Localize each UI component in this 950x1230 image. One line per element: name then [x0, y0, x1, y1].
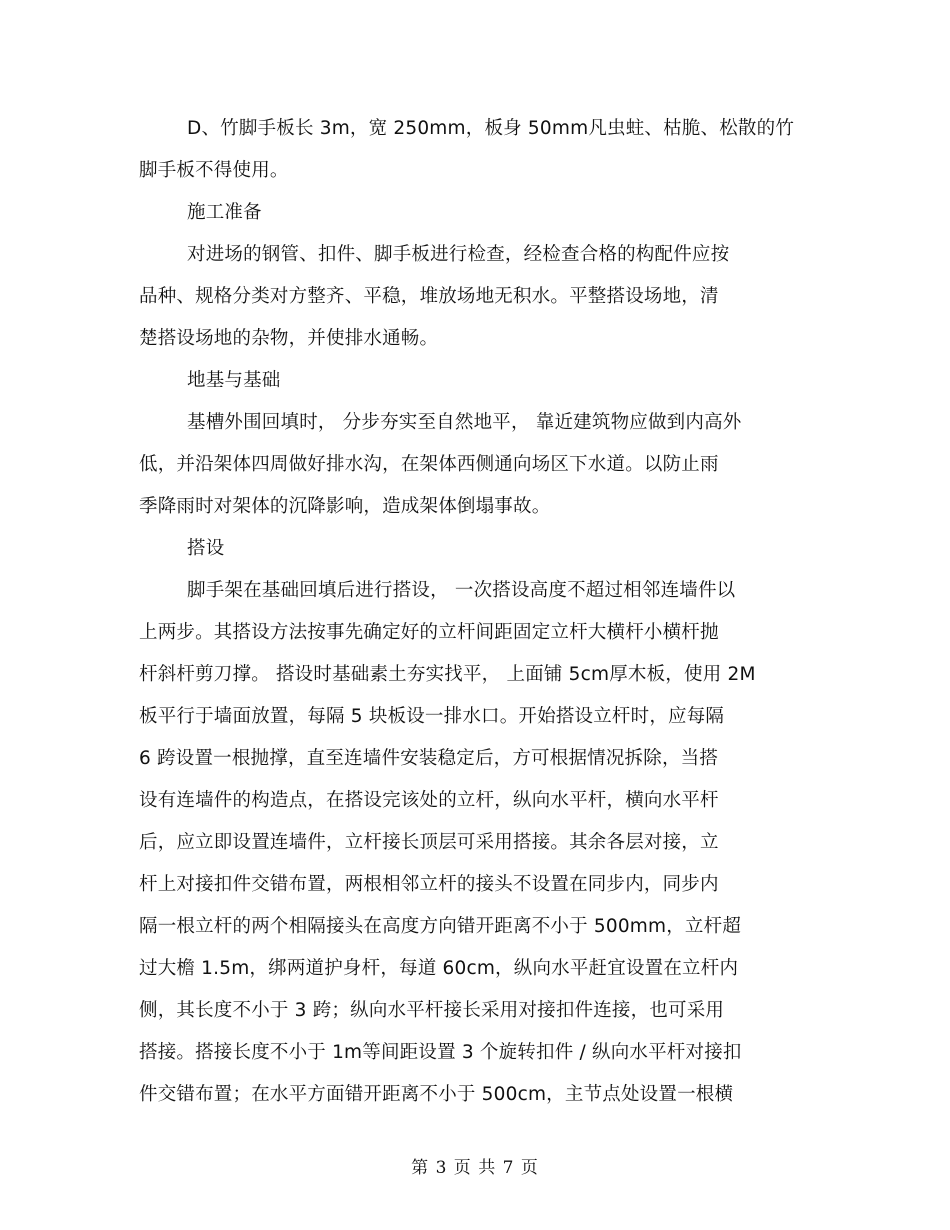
text-line: 过大檐 1.5m，绑两道护身杆，每道 60cm，纵向水平赶宜设置在立杆内 [139, 958, 739, 979]
section-heading: 地基与基础 [187, 370, 281, 391]
text-line: 板平行于墙面放置，每隔 5 块板设一排水口。开始搭设立杆时，应每隔 [139, 706, 725, 727]
text-line: 6 跨设置一根抛撑，直至连墙件安装稳定后，方可根据情况拆除，当搭 [139, 748, 719, 769]
text-line: 杆斜杆剪刀撑。 搭设时基础素土夯实找平， 上面铺 5cm厚木板，使用 2M [139, 664, 756, 685]
text-line: 脚手板不得使用。 [139, 160, 289, 181]
page-number-footer: 第 3 页 共 7 页 [411, 1158, 539, 1178]
text-line: 脚手架在基础回填后进行搭设， 一次搭设高度不超过相邻连墙件以 [187, 580, 736, 601]
text-line: 季降雨时对架体的沉降影响，造成架体倒塌事故。 [139, 496, 551, 517]
text-line: 件交错布置；在水平方面错开距离不小于 500cm，主节点处设置一根横 [139, 1084, 734, 1105]
text-line: 上两步。其搭设方法按事先确定好的立杆间距固定立杆大横杆小横杆抛 [139, 622, 719, 643]
section-heading: 搭设 [187, 538, 225, 559]
text-line: 搭接。搭接长度不小于 1m等间距设置 3 个旋转扣件 / 纵向水平杆对接扣 [139, 1042, 742, 1063]
text-line: 隔一根立杆的两个相隔接头在高度方向错开距离不小于 500mm，立杆超 [139, 916, 742, 937]
text-line: 品种、规格分类对方整齐、平稳，堆放场地无积水。平整搭设场地，清 [139, 286, 719, 307]
section-heading: 施工准备 [187, 202, 262, 223]
text-line: 设有连墙件的构造点，在搭设完该处的立杆，纵向水平杆，横向水平杆 [139, 790, 719, 811]
text-line: 侧，其长度不小于 3 跨；纵向水平杆接长采用对接扣件连接，也可采用 [139, 1000, 725, 1021]
text-line: 后，应立即设置连墙件，立杆接长顶层可采用搭接。其余各层对接，立 [139, 832, 719, 853]
text-line: 对进场的钢管、扣件、脚手板进行检查，经检查合格的构配件应按 [187, 244, 730, 265]
text-line: D、竹脚手板长 3m，宽 250mm，板身 50mm凡虫蛀、枯脆、松散的竹 [187, 118, 795, 139]
text-line: 基槽外围回填时， 分步夯实至自然地平， 靠近建筑物应做到内高外 [187, 412, 742, 433]
text-line: 杆上对接扣件交错布置，两根相邻立杆的接头不设置在同步内，同步内 [139, 874, 719, 895]
text-line: 楚搭设场地的杂物，并使排水通畅。 [139, 328, 439, 349]
text-line: 低，并沿架体四周做好排水沟，在架体西侧通向场区下水道。以防止雨 [139, 454, 719, 475]
